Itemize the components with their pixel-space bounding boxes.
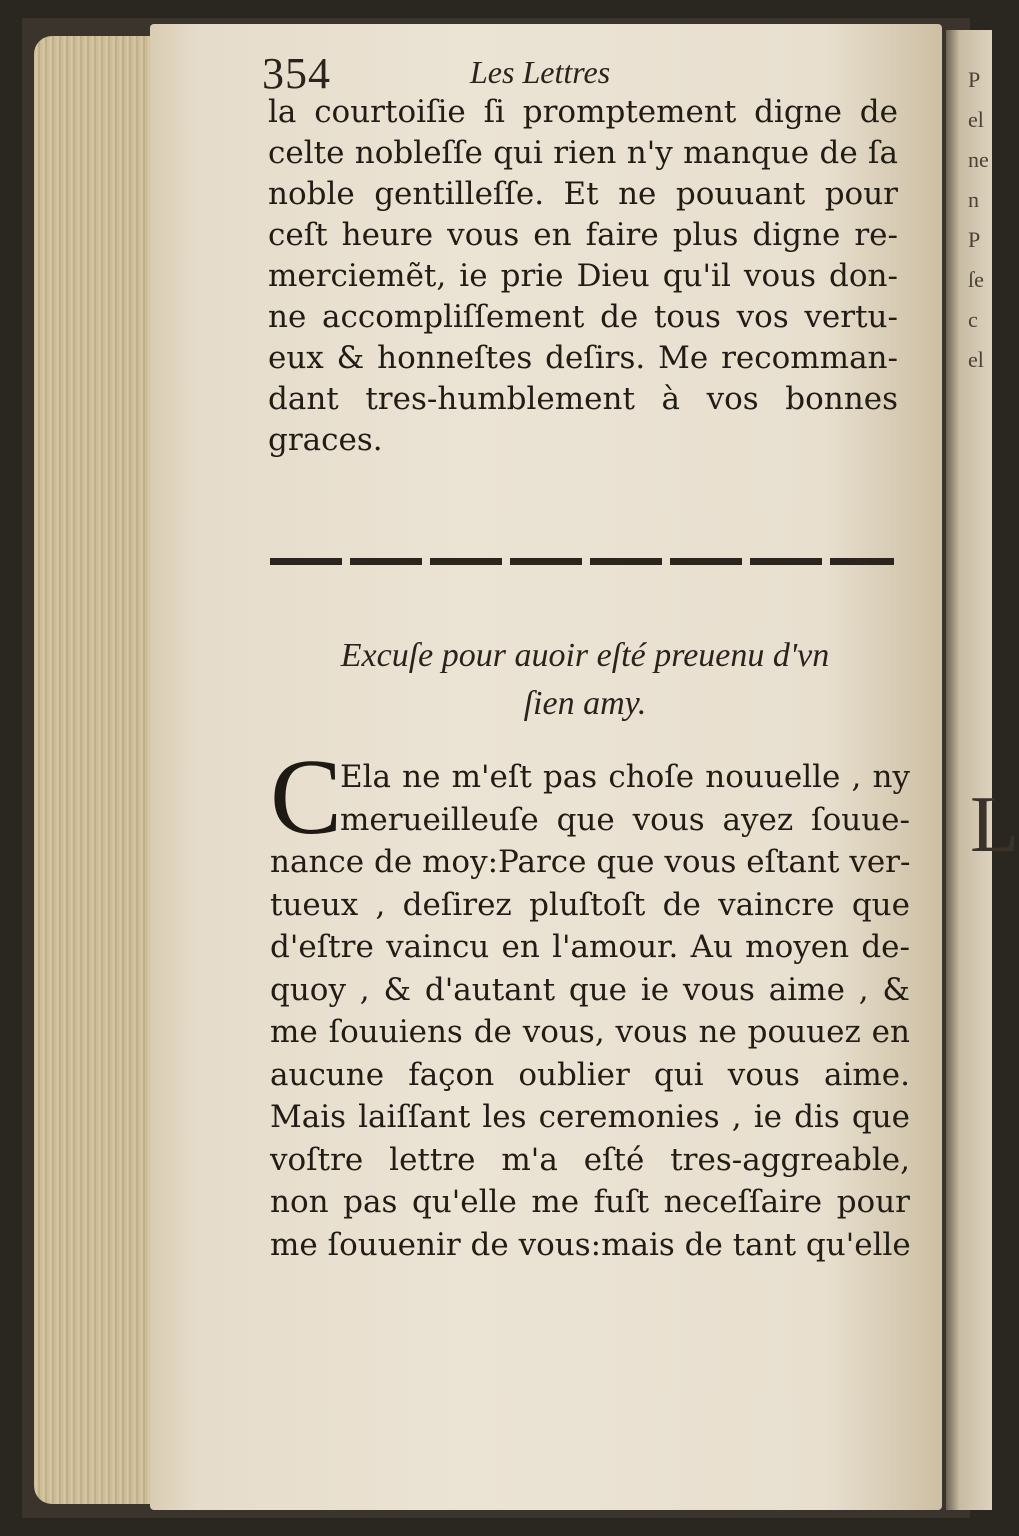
letter-start-text [270,756,910,1266]
text-line: voſtre lettre m'a eſté tres-aggreable, [270,1141,910,1178]
text-line: Ela ne m'eſt pas choſe nouuelle , ny [340,759,910,795]
text-line: celte nobleſſe qui rien n'y manque de ſa [268,135,898,171]
section-title-line: ſien amy. [523,685,647,722]
letter-end-text [268,92,898,461]
text-line: ceſt heure vous en faire plus digne re- [268,217,898,253]
text-line: me ſouuenir de vous:mais de tant qu'elle [270,1226,911,1263]
text-line: quoy , & d'autant que ie vous aime , & [270,971,910,1008]
running-head: Les Lettres [470,54,611,90]
text-line: d'eſtre vaincu en l'amour. Au moyen de- [270,929,910,965]
facing-page-fragments: P el ne n P ſe c el [968,67,989,372]
text-line: me ſouuiens de vous, vous ne pouuez en [270,1014,910,1050]
text-line: ne accompliſſement de tous vos vertu- [268,299,898,335]
text-line: non pas qu'elle me fuſt neceſſaire pour [270,1184,910,1220]
text-line: la courtoiſie ſi promptement digne de [268,94,898,130]
text-line: dant tres-humblement à vos bonnes [268,381,898,417]
text-line: merciemẽt, ie prie Dieu qu'il vous don- [268,258,898,294]
facing-page-initial: L [970,781,1019,869]
text-line: noble gentilleſſe. Et ne pouuant pour [268,176,898,212]
text-line: tueux , deſirez pluſtoſt de vaincre que [270,886,910,923]
section-title-line: Excuſe pour auoir eſté preuenu d'vn [340,637,830,674]
text-line: nance de moy:Parce que vous eſtant ver- [270,844,911,880]
text-line: graces. [268,422,383,458]
drop-cap: C [270,738,343,857]
text-line: Mais laiſſant les ceremonies , ie dis que [270,1099,910,1135]
text-line: aucune façon oublier qui vous aime. [270,1056,910,1093]
section-divider [270,558,894,565]
section-title [270,632,900,728]
page-number: 354 [262,49,331,98]
text-line: eux & honneſtes deſirs. Me recomman- [268,340,898,376]
text-line: merueilleuſe que vous ayez ſouue- [340,801,910,838]
